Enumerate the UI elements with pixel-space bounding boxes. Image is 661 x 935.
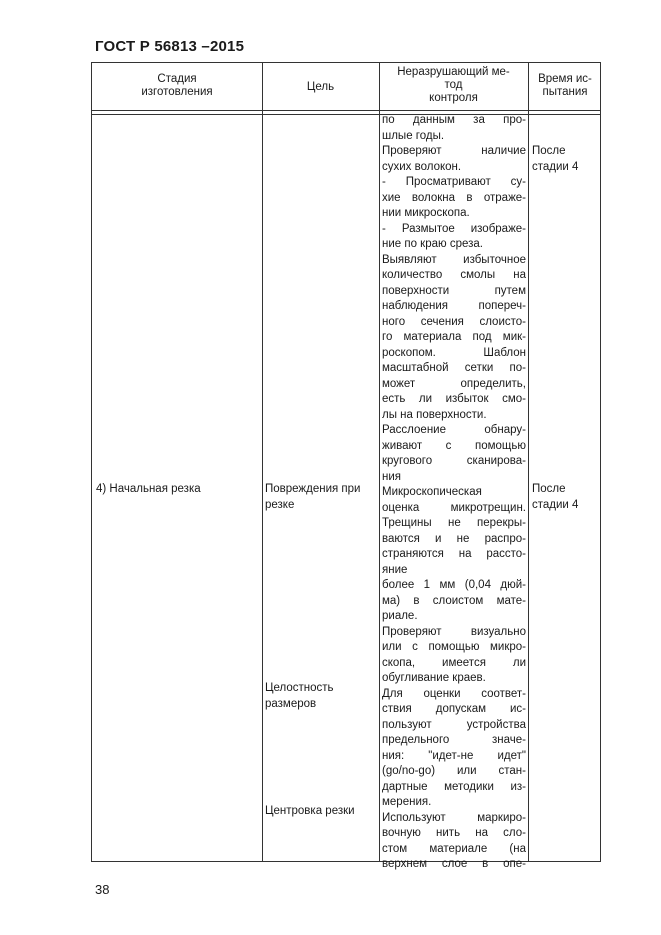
goal-text: резке — [265, 498, 295, 511]
method-text-line: есть ли избыток смо- — [382, 393, 526, 405]
document-title: ГОСТ Р 56813 –2015 — [95, 38, 245, 55]
goal-text: Центровка резки — [265, 805, 355, 817]
method-text-line: по данным за про- — [382, 114, 526, 126]
method-text-line: ния: "идет-не идет" — [382, 749, 526, 762]
method-text-line: нии микроскопа. — [382, 207, 470, 219]
method-text-line: лы на поверхности. — [382, 408, 487, 421]
method-text-line: более 1 мм (0,04 дюй- — [382, 579, 526, 591]
header-text: пытания — [542, 86, 588, 98]
goal-cell-dimensional-integrity — [265, 681, 377, 712]
method-text-line: - Размытое изображе- — [382, 222, 526, 235]
goal-cell-cutting-damage — [265, 482, 377, 513]
time-cell-1 — [532, 144, 600, 175]
method-text-line: Используют маркиро- — [382, 811, 526, 824]
method-text-line: верхнем слое в опе- — [382, 858, 526, 870]
page-number: 38 — [95, 882, 110, 897]
time-cell-2 — [532, 482, 600, 513]
method-text-line: Для оценки соответ- — [382, 687, 526, 700]
method-text-line: ваются и не распро- — [382, 532, 526, 545]
time-text: стадии 4 — [532, 498, 579, 511]
column-header-method — [379, 66, 528, 105]
header-text: Стадия — [157, 73, 197, 85]
time-text: После — [532, 145, 566, 157]
method-text-line: мерения. — [382, 796, 432, 808]
column-divider — [262, 63, 263, 861]
time-text: стадии 4 — [532, 160, 579, 173]
column-header-stage — [92, 73, 262, 99]
requirements-table — [91, 62, 601, 870]
column-divider — [528, 63, 529, 861]
method-text-line: масштабной сетки по- — [382, 362, 526, 374]
header-text: Время ис- — [538, 73, 592, 85]
method-text-line: роскопом. Шаблон — [382, 346, 526, 359]
method-text-line: количество смолы на — [382, 269, 526, 281]
header-text: тод — [444, 79, 463, 91]
method-text-line: может определить, — [382, 377, 526, 390]
method-text-line: хие волокна в отраже- — [382, 191, 526, 204]
method-text-line: сухих волокон. — [382, 160, 462, 173]
header-divider — [92, 110, 600, 111]
goal-cell-cut-alignment — [265, 804, 377, 820]
method-text-line: го материала под мик- — [382, 331, 526, 343]
header-text: Неразрушающий ме- — [397, 66, 510, 78]
method-text-line: оценка микротрещин. — [382, 501, 526, 514]
method-text-line: ние по краю среза. — [382, 238, 483, 250]
stage-cell: 4) Начальная резка — [96, 483, 201, 495]
method-text-line: шлые годы. — [382, 129, 445, 142]
method-text-line: яние — [382, 563, 408, 576]
header-text: Цель — [306, 81, 335, 93]
header-text: изготовления — [141, 86, 213, 98]
method-text-line: или с помощью микро- — [382, 641, 526, 653]
method-text-line: Трещины не перекры- — [382, 517, 526, 529]
method-text-line: ния — [382, 470, 402, 483]
method-text-line: (go/no-go) или стан- — [382, 765, 526, 777]
method-text-line: предельного значе- — [382, 734, 526, 746]
method-text-line: пользуют устройства — [382, 718, 526, 731]
method-text-line: риале. — [382, 610, 418, 622]
method-text-line: Проверяют визуально — [382, 625, 526, 638]
method-cell — [382, 113, 526, 873]
method-text-line: - Просматривают су- — [382, 176, 526, 188]
method-text-line: дартные методики из- — [382, 780, 526, 793]
column-header-goal — [262, 81, 379, 94]
header-text: контроля — [429, 92, 478, 104]
method-text-line: обугливание краев. — [382, 672, 486, 684]
method-text-line: Выявляют избыточное — [382, 253, 526, 266]
method-text-line: Микроскопическая — [382, 486, 482, 498]
time-text: После — [532, 483, 566, 495]
method-text-line: страняются на рассто- — [382, 548, 526, 560]
goal-text: Повреждения при — [265, 483, 361, 495]
method-text-line: наблюдения попереч- — [382, 300, 526, 312]
goal-text: размеров — [265, 697, 317, 710]
method-text-line: живают с помощью — [382, 439, 526, 452]
goal-text: Целостность — [265, 682, 334, 694]
method-text-line: скопа, имеется ли — [382, 656, 526, 669]
column-header-time — [528, 73, 602, 99]
method-text-line: ма) в слоистом мате- — [382, 594, 526, 607]
method-text-line: вочную нить на сло- — [382, 827, 526, 839]
method-text-line: Расслоение обнару- — [382, 424, 526, 436]
method-text-line: поверхности путем — [382, 284, 526, 297]
column-divider — [379, 63, 380, 861]
method-text-line: ного сечения слоисто- — [382, 315, 526, 328]
method-text-line: кругового сканирова- — [382, 455, 526, 467]
method-text-line: Проверяют наличие — [382, 145, 526, 157]
method-text-line: ствия допускам ис- — [382, 703, 526, 715]
method-text-line: стом материале (на — [382, 842, 526, 855]
